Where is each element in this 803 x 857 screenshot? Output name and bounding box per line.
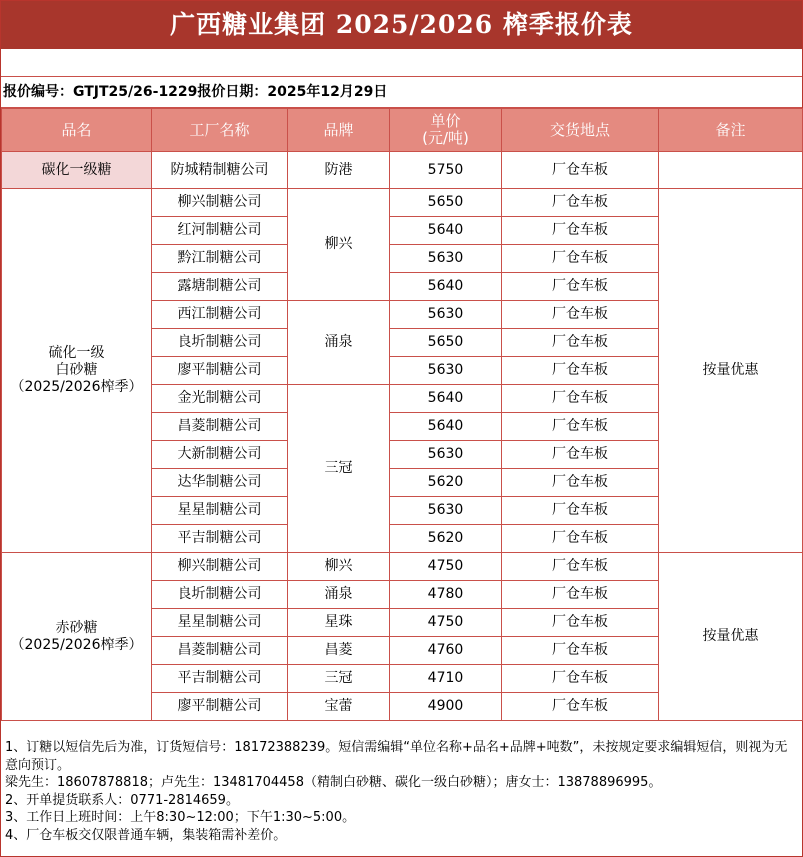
col-header-product: 品名: [2, 109, 152, 152]
price-cell: 5630: [390, 497, 502, 525]
delivery-cell: 厂仓车板: [502, 189, 659, 217]
brand-cell: 柳兴: [288, 553, 390, 581]
factory-cell: 良圻制糖公司: [152, 581, 288, 609]
brand-cell: 三冠: [288, 665, 390, 693]
price-cell: 4760: [390, 637, 502, 665]
delivery-cell: 厂仓车板: [502, 152, 659, 189]
delivery-cell: 厂仓车板: [502, 665, 659, 693]
delivery-cell: 厂仓车板: [502, 245, 659, 273]
brand-cell: 涌泉: [288, 581, 390, 609]
price-cell: 5630: [390, 301, 502, 329]
factory-cell: 金光制糖公司: [152, 385, 288, 413]
delivery-cell: 厂仓车板: [502, 273, 659, 301]
table-row: [2, 553, 803, 581]
factory-cell: 星星制糖公司: [152, 609, 288, 637]
product-name-line: 硫化一级: [48, 345, 105, 361]
price-cell: 4780: [390, 581, 502, 609]
delivery-cell: 厂仓车板: [502, 385, 659, 413]
price-cell: 5640: [390, 273, 502, 301]
factory-cell: 西江制糖公司: [152, 301, 288, 329]
col-header-factory: 工厂名称: [152, 109, 288, 152]
delivery-cell: 厂仓车板: [502, 609, 659, 637]
price-cell: 4750: [390, 609, 502, 637]
note-line: 2、开单提货联系人：0771-2814659。: [5, 792, 239, 808]
factory-cell: 廖平制糖公司: [152, 357, 288, 385]
factory-cell: 平吉制糖公司: [152, 525, 288, 553]
factory-cell: 柳兴制糖公司: [152, 189, 288, 217]
product-cell: [2, 553, 152, 721]
remark-cell: 按量优惠: [659, 189, 803, 553]
col-header-remark: 备注: [659, 109, 803, 152]
product-name-line: 赤砂糖: [55, 619, 98, 636]
factory-cell: 平吉制糖公司: [152, 665, 288, 693]
price-table: [1, 108, 803, 721]
sheet-title: 广西糖业集团 2025/2026 榨季报价表: [1, 1, 802, 49]
product-name-line: （2025/2026榨季）: [10, 636, 143, 653]
delivery-cell: 厂仓车板: [502, 497, 659, 525]
price-cell: 5650: [390, 329, 502, 357]
factory-cell: 柳兴制糖公司: [152, 553, 288, 581]
col-header-price: [390, 109, 502, 152]
brand-cell: 涌泉: [288, 301, 390, 385]
delivery-cell: 厂仓车板: [502, 553, 659, 581]
delivery-cell: 厂仓车板: [502, 469, 659, 497]
delivery-cell: 厂仓车板: [502, 217, 659, 245]
note-line: 4、厂仓车板交仅限普通车辆，集装箱需补差价。: [5, 827, 287, 843]
factory-cell: 露塘制糖公司: [152, 273, 288, 301]
delivery-cell: 厂仓车板: [502, 357, 659, 385]
delivery-cell: 厂仓车板: [502, 637, 659, 665]
delivery-cell: 厂仓车板: [502, 693, 659, 721]
col-header-price-line1: 单价: [430, 112, 461, 130]
note-line: 3、工作日上班时间：上午8:30~12:00；下午1:30~5:00。: [5, 810, 356, 825]
factory-cell: 良圻制糖公司: [152, 329, 288, 357]
price-cell: 5630: [390, 245, 502, 273]
table-header-row: [2, 109, 803, 152]
price-cell: 5750: [390, 152, 502, 189]
table-row: [2, 189, 803, 217]
table-body: [2, 152, 803, 721]
price-cell: 5640: [390, 413, 502, 441]
quote-info: 报价编号：GTJT25/26-1229报价日期：2025年12月29日: [1, 77, 802, 108]
blank-row: [1, 49, 802, 77]
factory-cell: 星星制糖公司: [152, 497, 288, 525]
factory-cell: 昌菱制糖公司: [152, 637, 288, 665]
product-name-line: （2025/2026榨季）: [10, 379, 143, 395]
delivery-cell: 厂仓车板: [502, 441, 659, 469]
delivery-cell: 厂仓车板: [502, 525, 659, 553]
brand-cell: 防港: [288, 152, 390, 189]
product-cell: [2, 189, 152, 553]
delivery-cell: 厂仓车板: [502, 413, 659, 441]
col-header-delivery: 交货地点: [502, 109, 659, 152]
col-header-brand: 品牌: [288, 109, 390, 152]
price-cell: 5640: [390, 385, 502, 413]
price-cell: 5630: [390, 357, 502, 385]
factory-cell: 红河制糖公司: [152, 217, 288, 245]
factory-cell: 防城精制糖公司: [152, 152, 288, 189]
factory-cell: 大新制糖公司: [152, 441, 288, 469]
delivery-cell: 厂仓车板: [502, 329, 659, 357]
delivery-cell: 厂仓车板: [502, 301, 659, 329]
table-row: [2, 152, 803, 189]
price-cell: 4750: [390, 553, 502, 581]
note-line: 1、订糖以短信先后为准，订货短信号：18172388239。短信需编辑“单位名称+品名+品牌+吨数”，未按规定要求编辑短信，则视为无意向预订。: [5, 740, 788, 773]
factory-cell: 达华制糖公司: [152, 469, 288, 497]
brand-cell: 柳兴: [288, 189, 390, 301]
price-cell: 5650: [390, 189, 502, 217]
product-name-line: 白砂糖: [55, 362, 98, 378]
factory-cell: 昌菱制糖公司: [152, 413, 288, 441]
remark-cell: 按量优惠: [659, 553, 803, 721]
factory-cell: 廖平制糖公司: [152, 693, 288, 721]
remark-cell: [659, 152, 803, 189]
brand-cell: 宝蕾: [288, 693, 390, 721]
product-cell: [2, 152, 152, 189]
price-cell: 5640: [390, 217, 502, 245]
col-header-price-line2: (元/吨): [422, 129, 469, 147]
notes-section: [1, 733, 802, 856]
brand-cell: 昌菱: [288, 637, 390, 665]
price-cell: 5630: [390, 441, 502, 469]
price-cell: 5620: [390, 525, 502, 553]
product-name-line: 碳化一级糖: [41, 161, 112, 178]
price-cell: 4710: [390, 665, 502, 693]
price-cell: 5620: [390, 469, 502, 497]
brand-cell: 星珠: [288, 609, 390, 637]
delivery-cell: 厂仓车板: [502, 581, 659, 609]
factory-cell: 黔江制糖公司: [152, 245, 288, 273]
price-cell: 4900: [390, 693, 502, 721]
note-line: 梁先生：18607878818；卢先生：13481704458（精制白砂糖、碳化一级白砂糖）；唐女士：13878896995。: [5, 775, 662, 790]
brand-cell: 三冠: [288, 385, 390, 553]
